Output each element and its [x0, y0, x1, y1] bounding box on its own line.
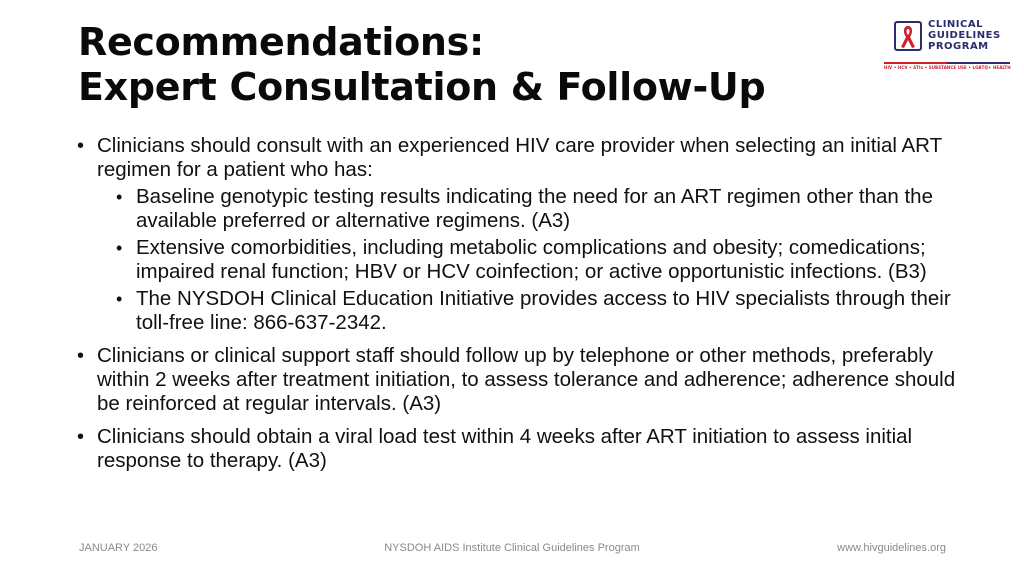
sub-bullet-text: Extensive comorbidities, including metabolic complications and obesity; comedications; impaired renal function; HBV or HCV coinfection; or active opportunistic infections. (B3)	[136, 236, 927, 283]
bullet-list	[76, 134, 956, 473]
red-ribbon-icon	[894, 21, 922, 53]
logo-text-line-1: CLINICAL	[928, 19, 983, 30]
footer-program-name: NYSDOH AIDS Institute Clinical Guidelines Program	[384, 542, 640, 554]
sub-bullet-item	[97, 185, 956, 233]
logo-tagline: HIV • HCV • STIs • SUBSTANCE USE • LGBTQ+ HEALTH	[884, 65, 1011, 70]
sub-bullet-text: The NYSDOH Clinical Education Initiative provides access to HIV specialists through their toll-free line: 866-637-2342.	[136, 287, 951, 334]
bullet-item	[76, 425, 956, 473]
logo-divider	[884, 62, 1010, 64]
clinical-guidelines-program-logo	[884, 18, 1012, 74]
logo-text-line-3: PROGRAM	[928, 41, 989, 52]
slide-title-line-2: Expert Consultation & Follow-Up	[78, 65, 766, 109]
bullet-item	[76, 134, 956, 335]
bullet-text: Clinicians should obtain a viral load test within 4 weeks after ART initiation to assess initial response to therapy. (A3)	[97, 425, 913, 472]
sub-bullet-text: Baseline genotypic testing results indicating the need for an ART regimen other than the available preferred or alternative regimens. (A3)	[136, 185, 933, 232]
footer-url: www.hivguidelines.org	[837, 542, 946, 554]
sub-bullet-list	[97, 185, 956, 335]
logo-text-line-2: GUIDELINES	[928, 30, 1001, 41]
slide-body	[76, 134, 956, 482]
bullet-text: Clinicians or clinical support staff should follow up by telephone or other methods, preferably within 2 weeks after treatment initiation, to assess tolerance and adherence; adherence should be reinforced at regular intervals. (A3)	[97, 344, 956, 415]
slide-title-line-1: Recommendations:	[78, 20, 484, 64]
bullet-text: Clinicians should consult with an experienced HIV care provider when selecting an initial ART regimen for a patient who has:	[97, 134, 942, 181]
slide-title	[78, 20, 765, 110]
logo-wordmark	[928, 19, 1001, 52]
footer-date: JANUARY 2026	[79, 542, 158, 554]
sub-bullet-item	[97, 236, 956, 284]
sub-bullet-item	[97, 287, 956, 335]
bullet-item	[76, 344, 956, 416]
